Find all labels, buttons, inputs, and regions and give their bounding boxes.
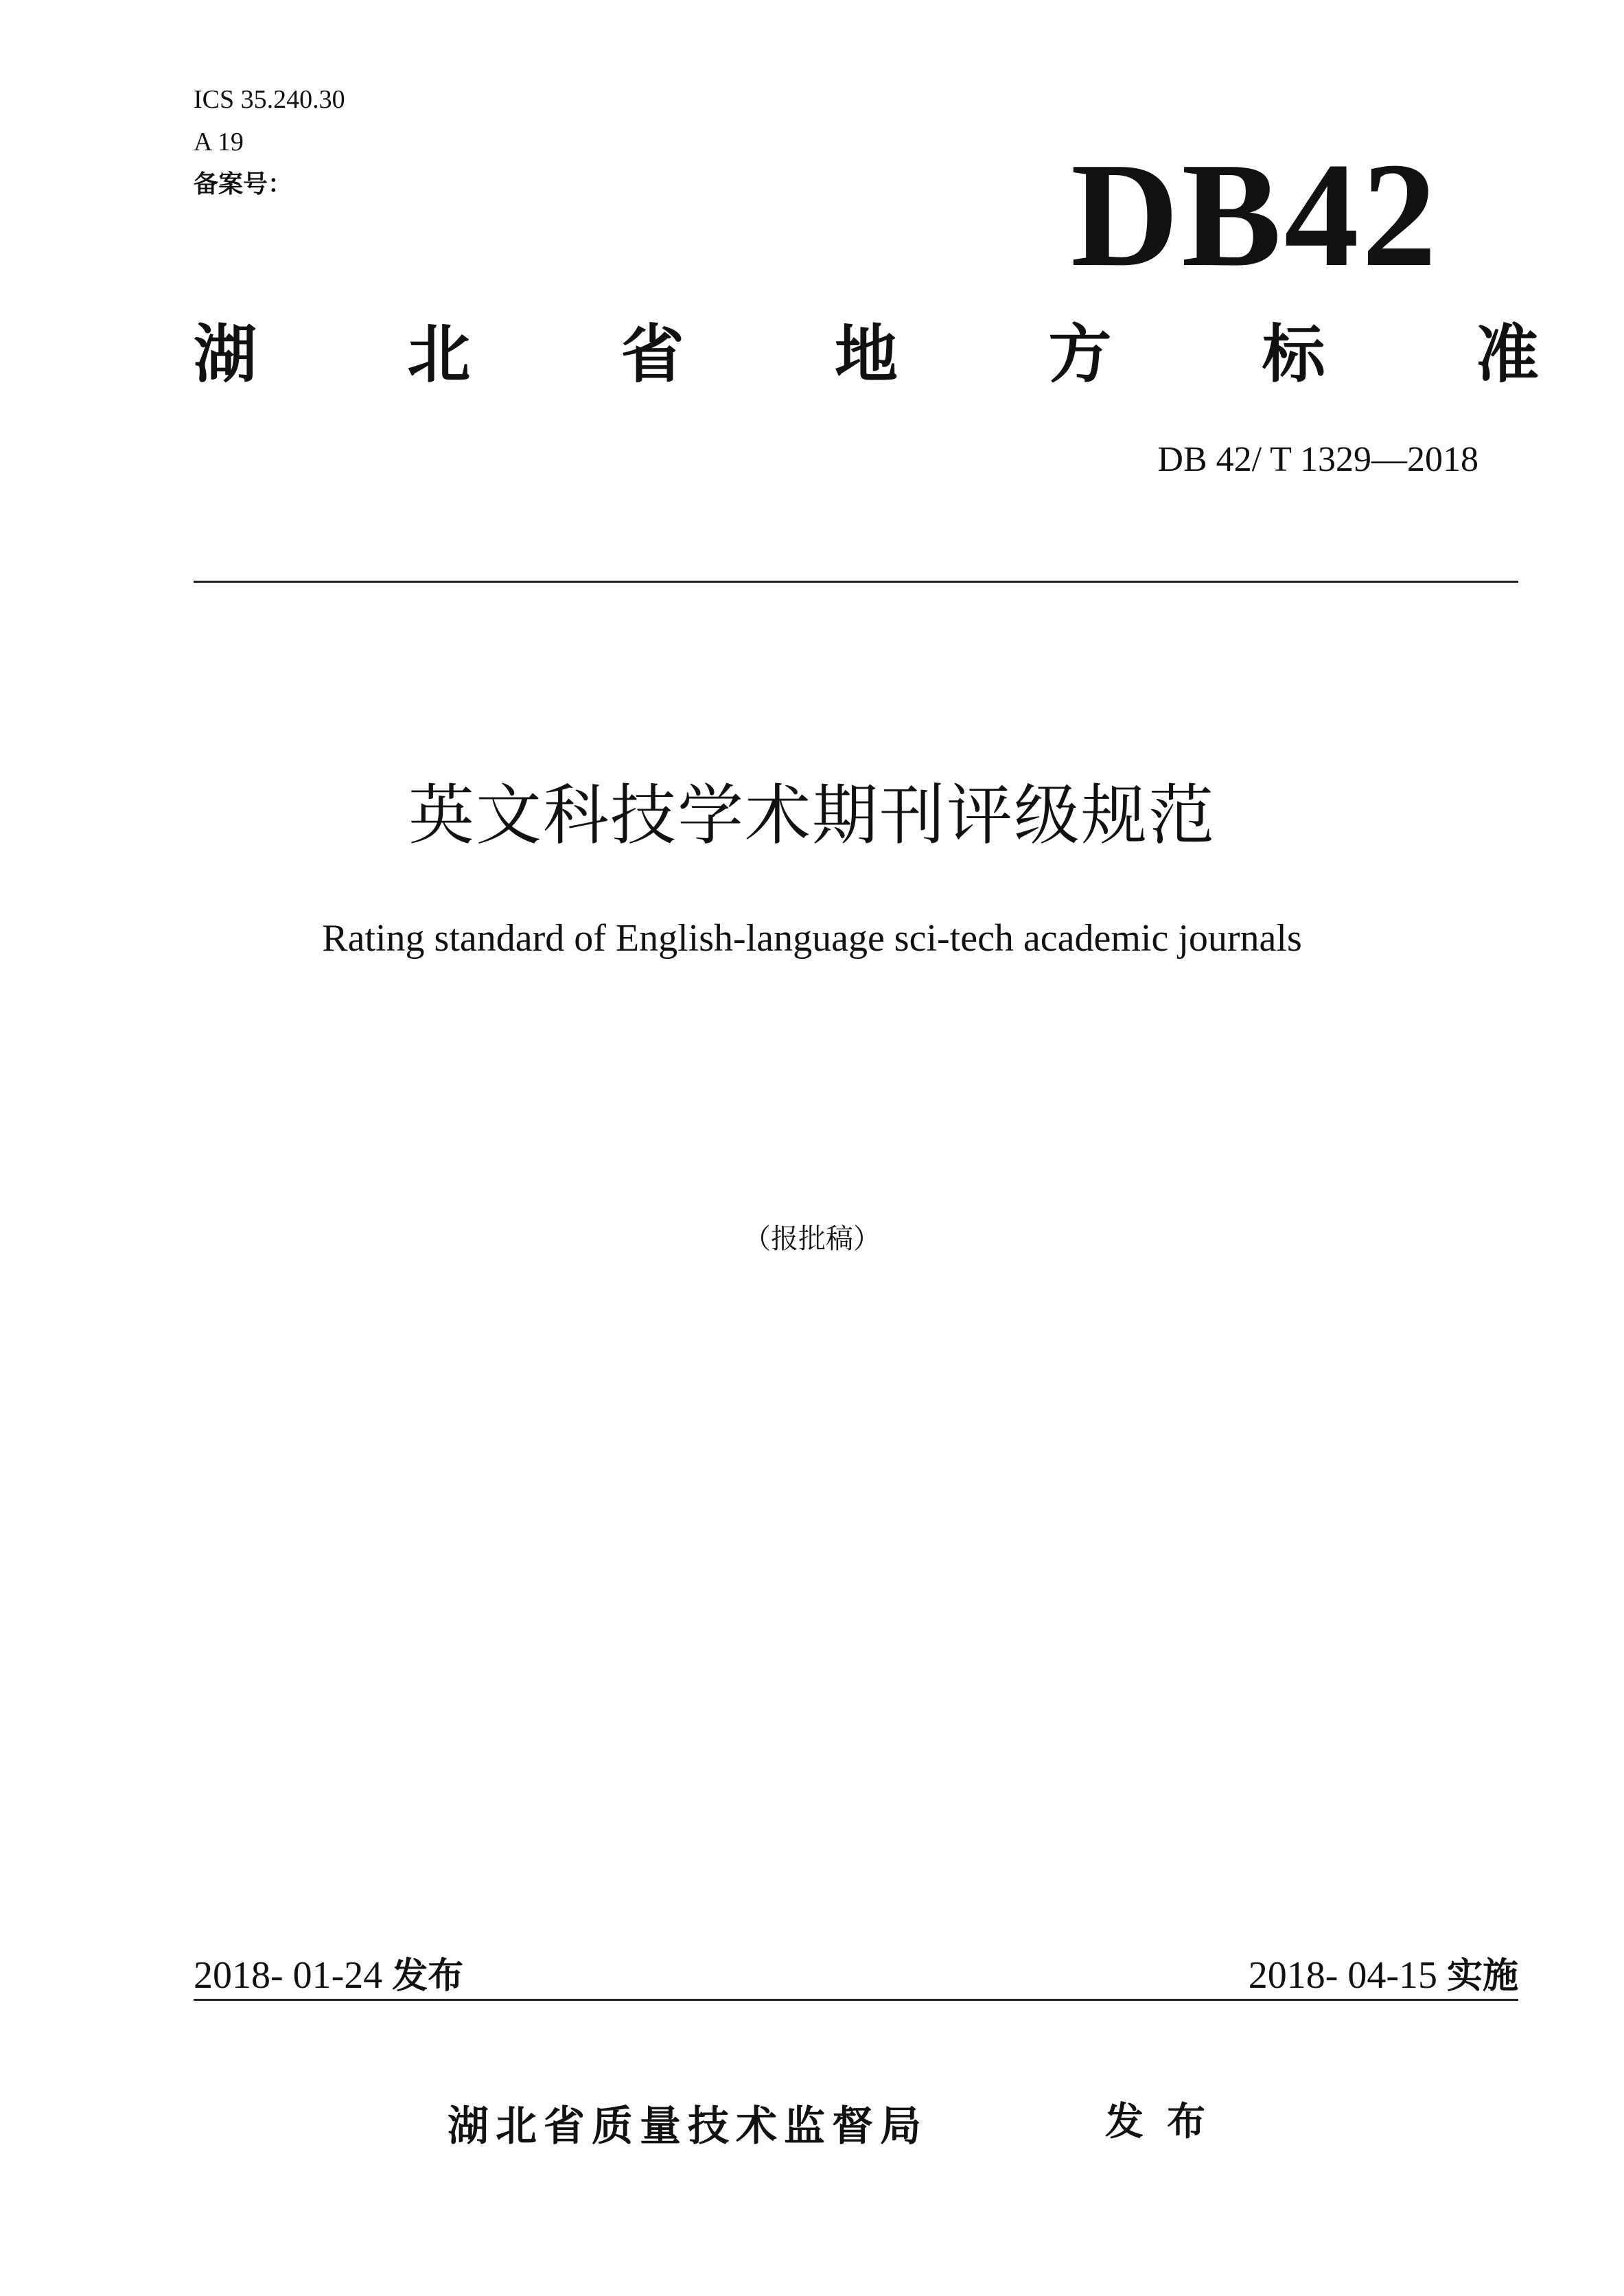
standard-code-large: DB42 xyxy=(1071,132,1439,298)
effective-label: 实施 xyxy=(1446,1956,1518,1997)
category-char: 湖 xyxy=(194,318,257,391)
standard-number: DB 42/ T 1329—2018 xyxy=(1157,440,1478,479)
category-char: 准 xyxy=(1475,318,1539,391)
category-char: 北 xyxy=(407,318,471,391)
issuing-authority: 湖北省质量技术监督局 xyxy=(448,2102,928,2150)
category-char: 地 xyxy=(834,318,898,391)
ics-code: ICS 35.240.30 xyxy=(194,85,345,114)
category-char: 方 xyxy=(1048,318,1112,391)
issue-date-block xyxy=(194,1953,463,1998)
title-english: Rating standard of English-language sci-tech academic journals xyxy=(322,917,1302,960)
issue-date: 2018- 01-24 xyxy=(194,1954,383,1997)
effective-date-block xyxy=(1249,1953,1518,1998)
category-char: 省 xyxy=(620,318,684,391)
issue-label: 发布 xyxy=(392,1956,464,1997)
top-divider xyxy=(194,581,1518,583)
filing-number-label: 备案号： xyxy=(194,170,293,198)
effective-date: 2018- 04-15 xyxy=(1248,1954,1437,1997)
bottom-divider xyxy=(194,1999,1518,2001)
title-chinese: 英文科技学术期刊评级规范 xyxy=(408,777,1216,854)
category-char: 标 xyxy=(1262,318,1325,391)
classification-code: A 19 xyxy=(194,128,244,156)
standard-category xyxy=(194,317,1539,393)
issuing-action: 发布 xyxy=(1105,2100,1229,2144)
draft-status: （报批稿） xyxy=(743,1223,881,1255)
